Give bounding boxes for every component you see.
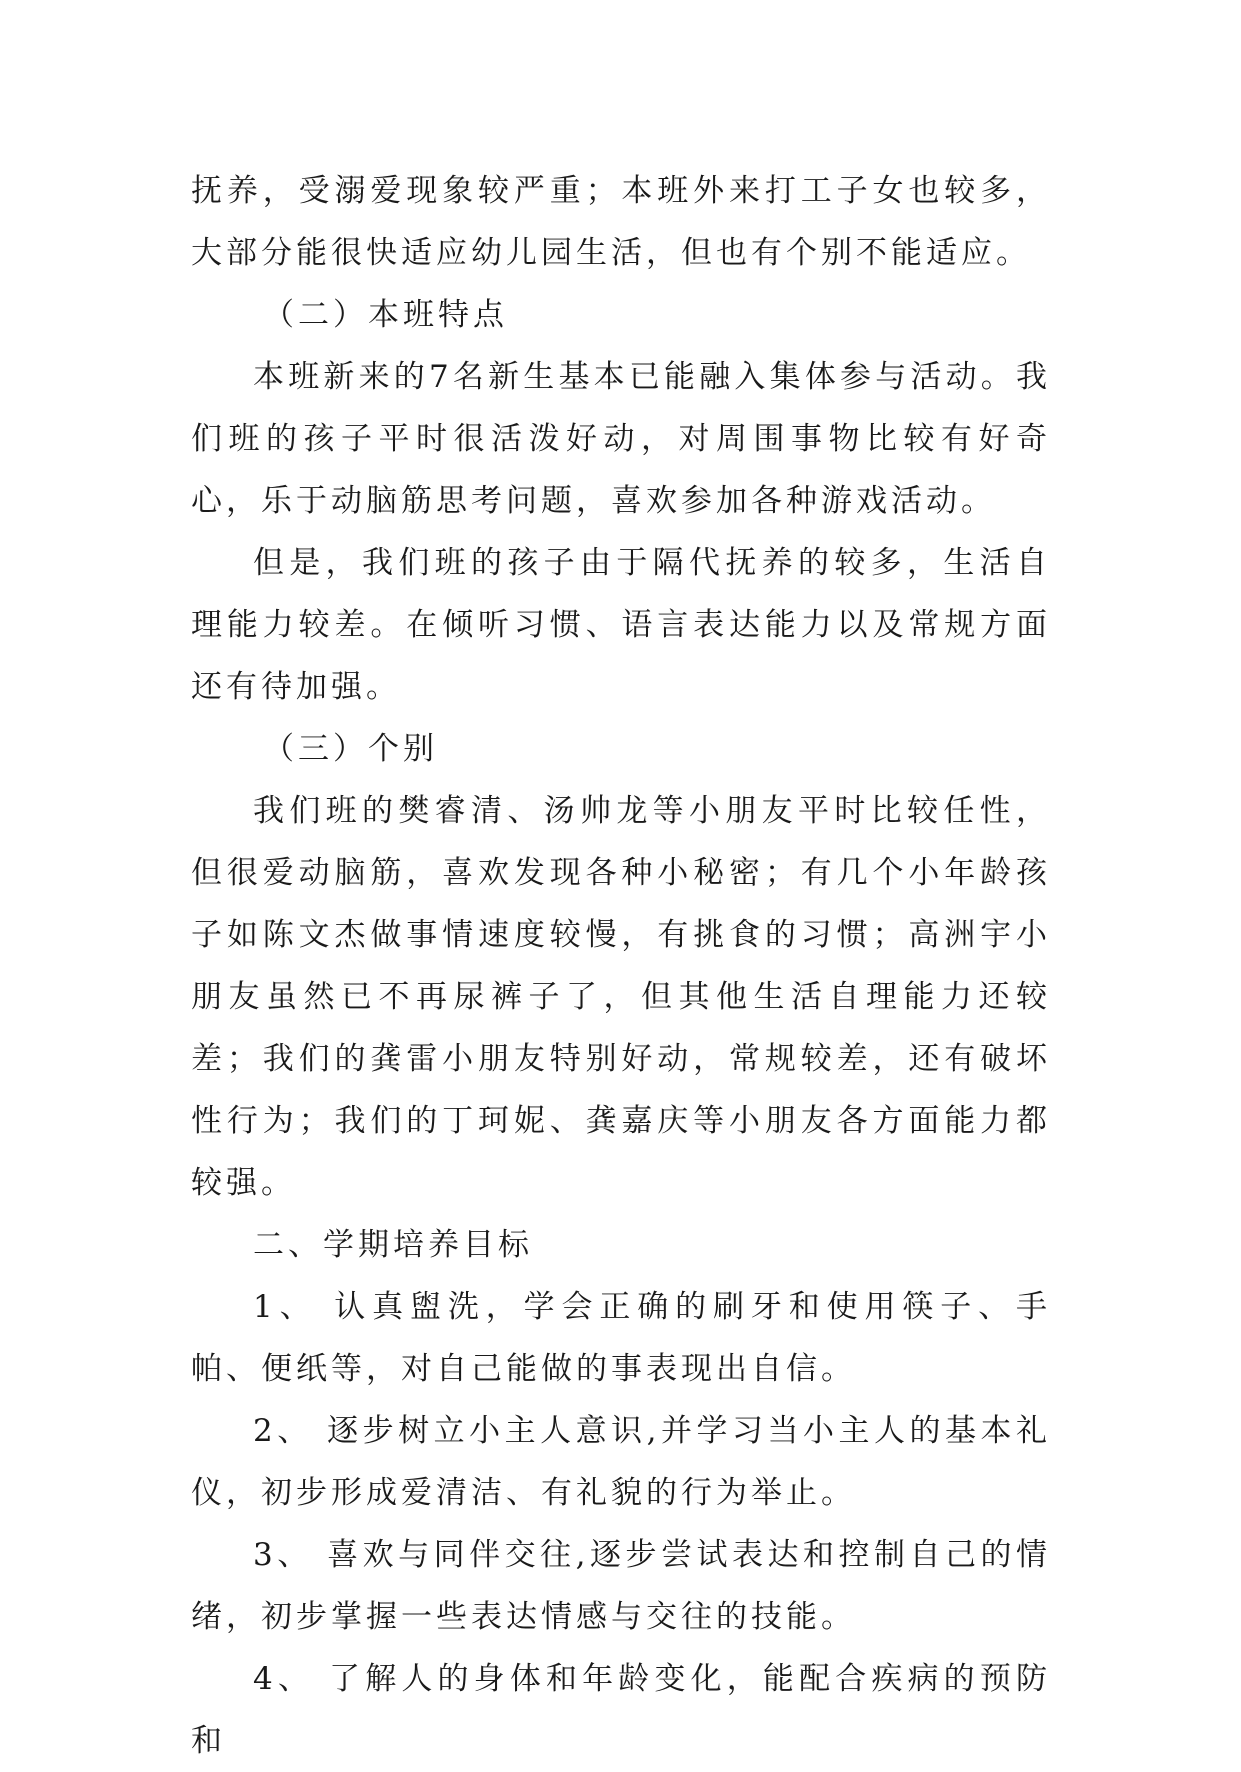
goal-item-3: 3、 喜欢与同伴交往,逐步尝试表达和控制自己的情绪，初步掌握一些表达情感与交往的技能。 bbox=[191, 1537, 1051, 1635]
subheading-individual: （三）个别 bbox=[263, 731, 438, 767]
goal-item-1: 1、 认真盥洗，学会正确的刷牙和使用筷子、手帕、便纸等，对自己能做的事表现出自信。 bbox=[191, 1289, 1051, 1387]
subheading-class-features: （二）本班特点 bbox=[263, 297, 508, 333]
goal-item-2: 2、 逐步树立小主人意识,并学习当小主人的基本礼仪，初步形成爱清洁、有礼貌的行为举止。 bbox=[191, 1413, 1051, 1511]
paragraph-individual: 我们班的樊睿清、汤帅龙等小朋友平时比较任性，但很爱动脑筋，喜欢发现各种小秘密；有几个小年龄孩子如陈文杰做事情速度较慢，有挑食的习惯；高洲宇小朋友虽然已不再尿裤子了，但其他生活自理能力还较差；我们的龚雷小朋友特别好动，常规较差，还有破坏性行为；我们的丁珂妮、龚嘉庆等小朋友各方面能力都较强。 bbox=[191, 793, 1051, 1201]
section-heading-goals: 二、学期培养目标 bbox=[253, 1227, 533, 1263]
document-body bbox=[191, 160, 1051, 1772]
paragraph-class-features: 本班新来的7名新生基本已能融入集体参与活动。我们班的孩子平时很活泼好动，对周围事物比较有好奇心，乐于动脑筋思考问题，喜欢参加各种游戏活动。 bbox=[191, 359, 1051, 519]
paragraph-weaknesses: 但是，我们班的孩子由于隔代抚养的较多，生活自理能力较差。在倾听习惯、语言表达能力以及常规方面还有待加强。 bbox=[191, 545, 1051, 705]
paragraph-continuation: 抚养，受溺爱现象较严重；本班外来打工子女也较多，大部分能很快适应幼儿园生活，但也有个别不能适应。 bbox=[191, 173, 1051, 271]
goal-item-4: 4、 了解人的身体和年龄变化，能配合疾病的预防和 bbox=[191, 1661, 1051, 1759]
